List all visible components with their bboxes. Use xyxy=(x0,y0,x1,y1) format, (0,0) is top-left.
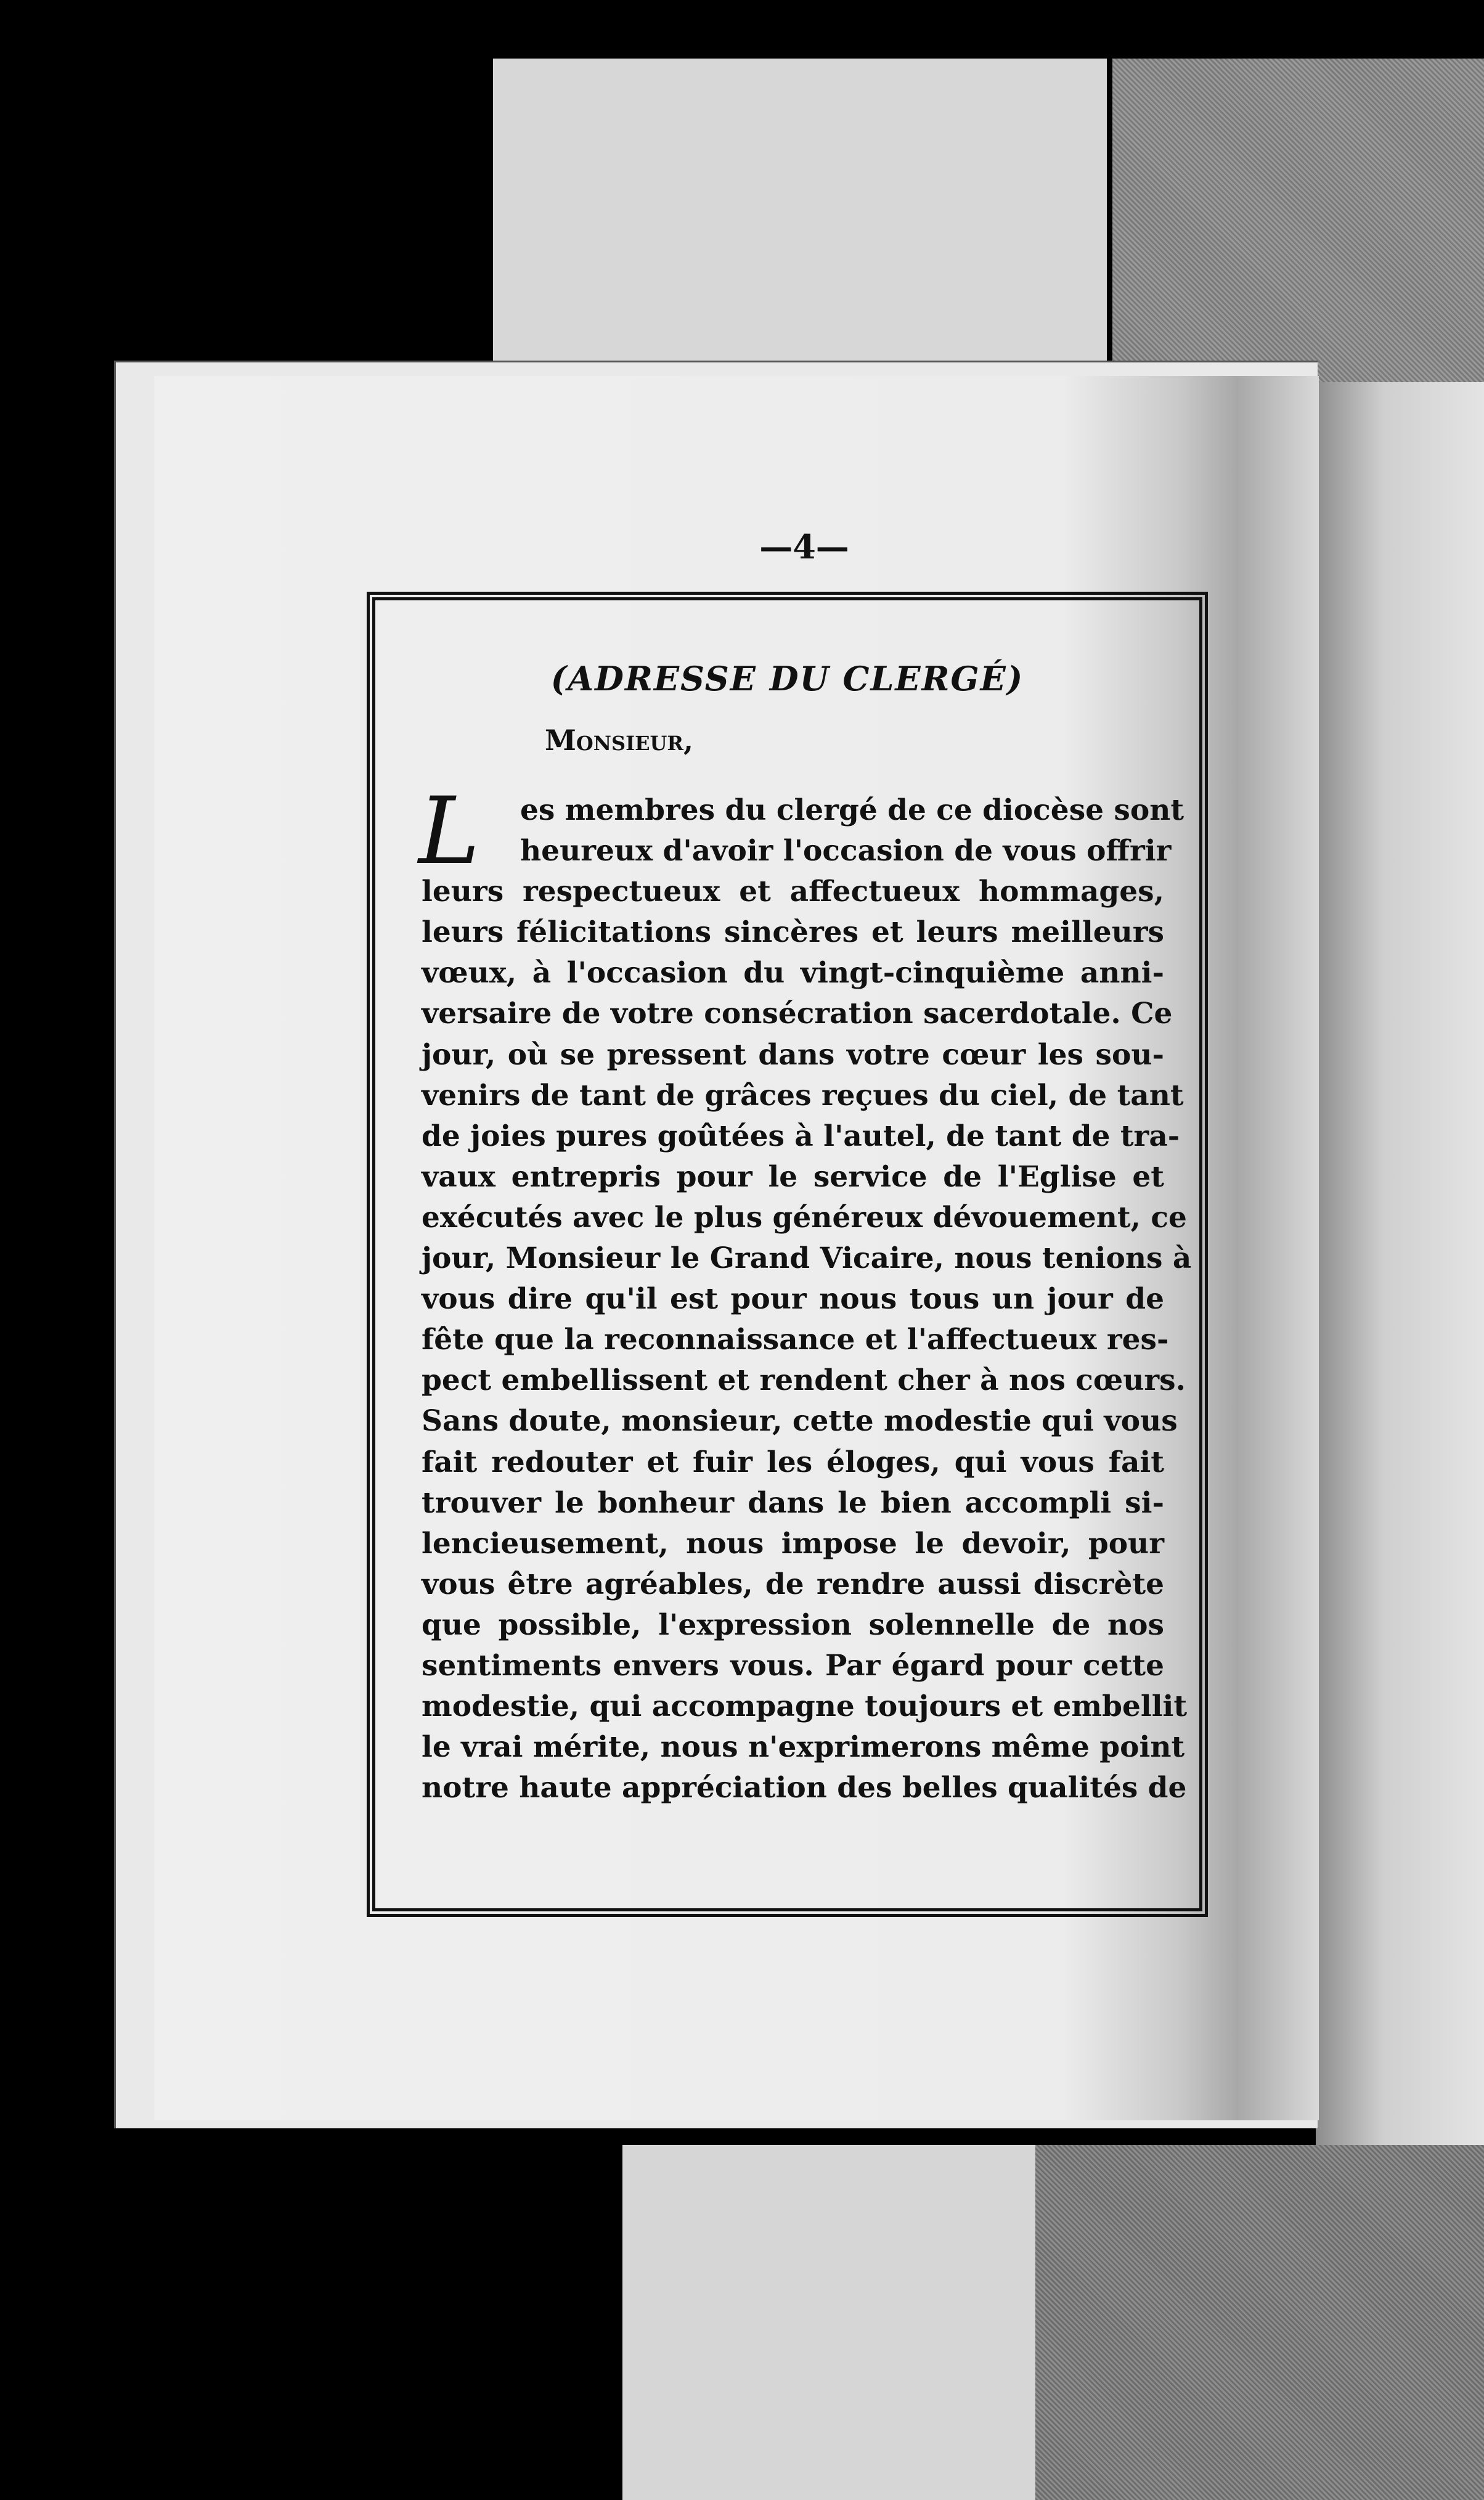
salutation: Monsieur, xyxy=(545,724,694,757)
text-line: es membres du clergé de ce diocèse sont xyxy=(520,793,1184,827)
cloth-cover-top xyxy=(1112,59,1484,391)
text-line: venirs de tant de grâces reçues du ciel, de tant xyxy=(422,1078,1184,1113)
text-line: sentiments envers vous. Par égard pour cette xyxy=(422,1648,1164,1683)
body-text xyxy=(422,790,1192,1808)
text-line: modestie, qui accompagne toujours et embellit xyxy=(422,1689,1188,1724)
facing-page-edge xyxy=(1316,382,1484,2145)
text-line: Sans doute, monsieur, cette modestie qui vous xyxy=(422,1404,1178,1439)
text-line: exécutés avec le plus généreux dévouement, ce xyxy=(422,1200,1187,1235)
text-line: leurs félicitations sincères et leurs meilleurs xyxy=(422,915,1164,950)
text-line: fête que la reconnaissance et l'affectueux res- xyxy=(422,1323,1169,1357)
text-line: de joies pures goûtées à l'autel, de tant de tra- xyxy=(422,1119,1180,1153)
text-line: trouver le bonheur dans le bien accompli si- xyxy=(422,1485,1164,1520)
text-line: jour, où se pressent dans votre cœur les sou- xyxy=(422,1037,1164,1072)
paper-tab-bottom xyxy=(622,2145,1035,2500)
text-line: jour, Monsieur le Grand Vicaire, nous tenions à xyxy=(422,1241,1192,1276)
text-line: vous être agréables, de rendre aussi discrète xyxy=(422,1567,1164,1601)
text-line: versaire de votre consécration sacerdotale. Ce xyxy=(422,997,1173,1031)
text-line: vous dire qu'il est pour nous tous un jour de xyxy=(422,1282,1164,1317)
text-line: fait redouter et fuir les éloges, qui vous fait xyxy=(422,1445,1164,1479)
text-line: leurs respectueux et affectueux hommages, xyxy=(422,875,1164,909)
text-line: notre haute appréciation des belles qualités de xyxy=(422,1771,1187,1805)
section-heading: (ADRESSE DU CLERGÉ) xyxy=(550,659,1024,698)
page-number: —4— xyxy=(759,527,849,566)
text-line: heureux d'avoir l'occasion de vous offrir xyxy=(520,834,1172,868)
drop-cap: L xyxy=(418,778,480,885)
paper-tab-top xyxy=(493,59,1107,379)
text-line: que possible, l'expression solennelle de nos xyxy=(422,1607,1164,1642)
text-frame xyxy=(367,592,1208,1917)
text-line: lencieusement, nous impose le devoir, pour xyxy=(422,1526,1164,1561)
text-line: vœux, à l'occasion du vingt-cinquième anni- xyxy=(422,956,1164,991)
text-line: vaux entrepris pour le service de l'Eglise et xyxy=(422,1159,1164,1194)
text-line: pect embellissent et rendent cher à nos cœurs. xyxy=(422,1363,1186,1398)
cloth-cover-bottom xyxy=(1035,2145,1484,2500)
text-line: le vrai mérite, nous n'exprimerons même point xyxy=(422,1730,1185,1765)
